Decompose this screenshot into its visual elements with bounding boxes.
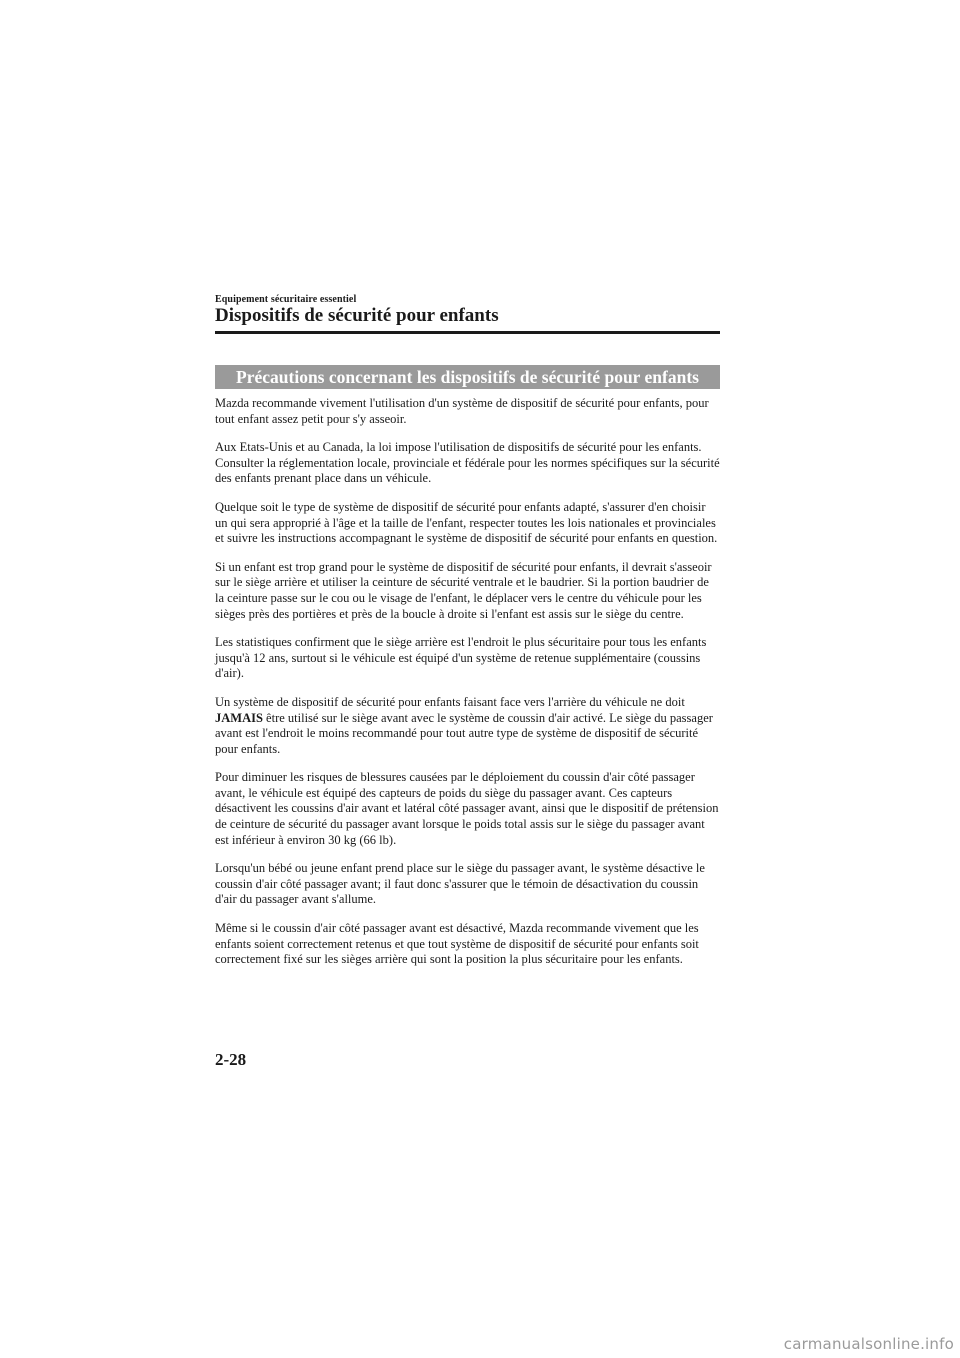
paragraph-6-after: être utilisé sur le siège avant avec le système de coussin d'air activé. Le siège du passager avant est l'endroit le moins recommandé pour tout autre type de système de dispositif de sécurité pour enfants. xyxy=(215,710,713,756)
page-number: 2-28 xyxy=(215,1050,247,1069)
section-banner: Précautions concernant les dispositifs de sécurité pour enfants xyxy=(215,365,720,389)
paragraph-6-before: Un système de dispositif de sécurité pour enfants faisant face vers l'arrière du véhicule ne doit xyxy=(215,694,685,709)
paragraph-3: Quelque soit le type de système de dispositif de sécurité pour enfants adapté, s'assurer d'en choisir un qui sera approprié à l'âge et la taille de l'enfant, respecter toutes les lois nationales et provinciales et suivre les instructions accompagnant le système de dispositif de sécurité pour enfants en question. xyxy=(215,499,718,546)
paragraph-9: Même si le coussin d'air côté passager avant est désactivé, Mazda recommande vivement que les enfants soient correctement retenus et que tout système de dispositif de sécurité pour enfants soit correctement fixé sur les sièges arrière qui sont la position la plus sécuritaire pour les enfants. xyxy=(215,921,699,967)
paragraph-5: Les statistiques confirment que le siège arrière est l'endroit le plus sécuritaire pour tous les enfants jusqu'à 12 ans, surtout si le véhicule est équipé d'un système de retenue supplémentaire (coussins d'air). xyxy=(215,635,707,681)
paragraph-2: Aux Etats-Unis et au Canada, la loi impose l'utilisation de dispositifs de sécurité pour les enfants. Consulter la réglementation locale, provinciale et fédérale pour les normes spécifiques sur la sécurité des enfants prenant place dans un véhicule. xyxy=(215,440,720,486)
paragraph-6 xyxy=(215,695,720,757)
body-text xyxy=(215,396,720,981)
paragraph-1: Mazda recommande vivement l'utilisation d'un système de dispositif de sécurité pour enfants, pour tout enfant assez petit pour s'y asseoir. xyxy=(215,396,709,426)
jamais-emphasis: JAMAIS xyxy=(215,710,263,725)
paragraph-8: Lorsqu'un bébé ou jeune enfant prend place sur le siège du passager avant, le système désactive le coussin d'air côté passager avant; il faut donc s'assurer que le témoin de désactivation du coussin d'air du passager avant s'allume. xyxy=(215,861,705,907)
watermark: carmanualsonline.info xyxy=(783,1335,954,1353)
paragraph-7: Pour diminuer les risques de blessures causées par le déploiement du coussin d'air côté passager avant, le véhicule est équipé des capteurs de poids du siège du passager avant. Ces capteurs désactivent les coussins d'air avant et latéral côté passager avant, ainsi que le dispositif de prétension de ceinture de sécurité du passager avant lorsque le poids total assis sur le siège du passager avant est inférieur à environ 30 kg (66 lb). xyxy=(215,770,719,847)
header-rule xyxy=(215,331,720,334)
running-head-section: Equipement sécuritaire essentiel xyxy=(215,294,357,305)
chapter-title: Dispositifs de sécurité pour enfants xyxy=(215,305,499,326)
paragraph-4: Si un enfant est trop grand pour le système de dispositif de sécurité pour enfants, il devrait s'asseoir sur le siège arrière et utiliser la ceinture de sécurité ventrale et le baudrier. Si la portion baudrier de la ceinture passe sur le cou ou le visage de l'enfant, le déplacer vers le centre du véhicule pour les sièges près des portières et près de la boucle à droite si l'enfant est assis sur le siège du centre. xyxy=(215,559,712,621)
